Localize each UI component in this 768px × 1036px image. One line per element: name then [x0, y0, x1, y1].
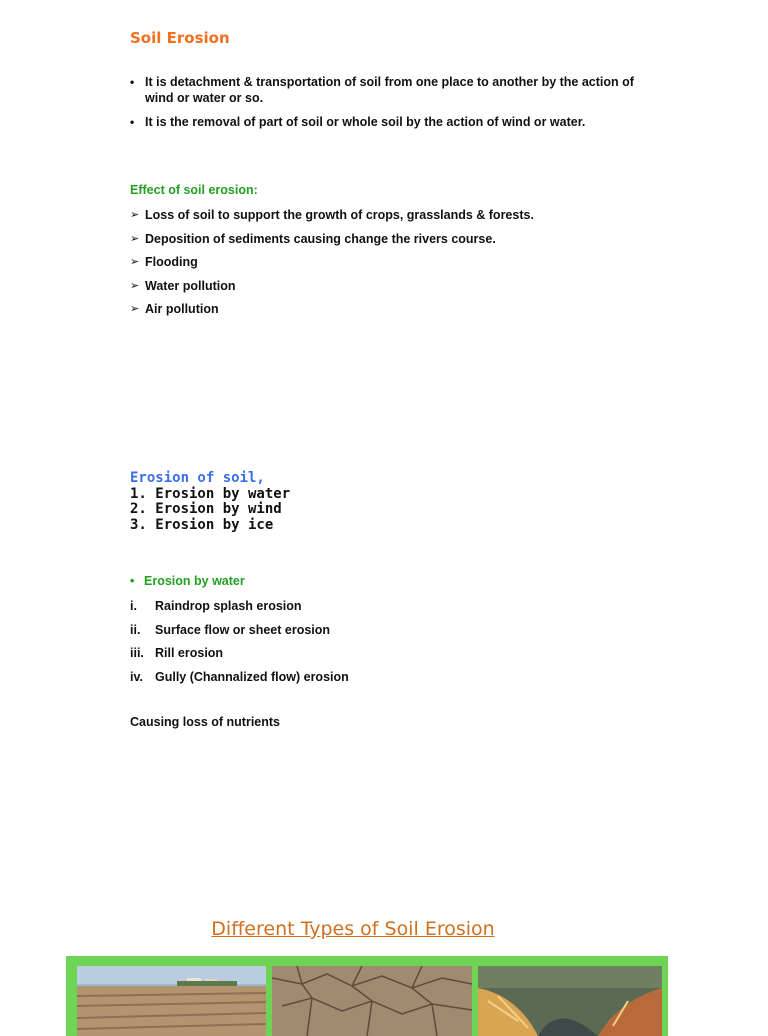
arrow-bullet-icon: ➢ — [130, 256, 140, 268]
list-item: ➢ Air pollution — [130, 302, 219, 316]
bullet-icon: • — [130, 75, 135, 89]
bullet-icon: • — [130, 574, 135, 588]
list-item: • It is the removal of part of soil or whole soil by the action of wind or water. — [130, 115, 586, 129]
list-item: i. Raindrop splash erosion — [130, 599, 302, 613]
list-item: ➢ Deposition of sediments causing change the rivers course. — [130, 231, 496, 246]
list-item: ➢ Flooding — [130, 255, 198, 269]
list-item: ➢ Water pollution — [130, 278, 236, 293]
erosion-types-heading: Erosion of soil, — [130, 470, 265, 486]
field-erosion-photo — [77, 966, 266, 1036]
list-item: ii. Surface flow or sheet erosion — [130, 622, 331, 637]
page-title: Soil Erosion — [130, 29, 230, 47]
water-erosion-heading: • Erosion by water — [130, 574, 245, 588]
water-erosion-list — [130, 598, 349, 692]
erosion-types-block — [130, 471, 290, 533]
cracked-soil-photo — [272, 966, 472, 1036]
list-item: ➢ Loss of soil to support the growth of crops, grasslands & forests. — [130, 208, 534, 222]
arrow-bullet-icon: ➢ — [130, 209, 140, 221]
list-item: iii. Rill erosion — [130, 646, 224, 660]
nutrient-loss-note: Causing loss of nutrients — [130, 715, 281, 729]
erosion-photo-gallery — [66, 956, 668, 1036]
gallery-title: Different Types of Soil Erosion — [211, 918, 495, 940]
erosion-type-item: 1. Erosion by water — [130, 485, 291, 502]
effects-list — [130, 206, 534, 324]
erosion-type-item: 2. Erosion by wind — [130, 501, 282, 517]
list-item: • It is detachment & transportation of soil from one place to another by the action of wind or water or so. — [130, 75, 634, 105]
arrow-bullet-icon: ➢ — [130, 303, 140, 315]
erosion-type-item: 3. Erosion by ice — [130, 516, 274, 533]
arrow-bullet-icon: ➢ — [130, 232, 140, 245]
arrow-bullet-icon: ➢ — [130, 279, 140, 292]
bullet-icon: • — [130, 115, 135, 129]
gully-erosion-photo — [478, 966, 662, 1036]
definition-list — [130, 74, 650, 138]
list-item: iv. Gully (Channalized flow) erosion — [130, 669, 349, 684]
effects-heading: Effect of soil erosion: — [130, 183, 258, 197]
